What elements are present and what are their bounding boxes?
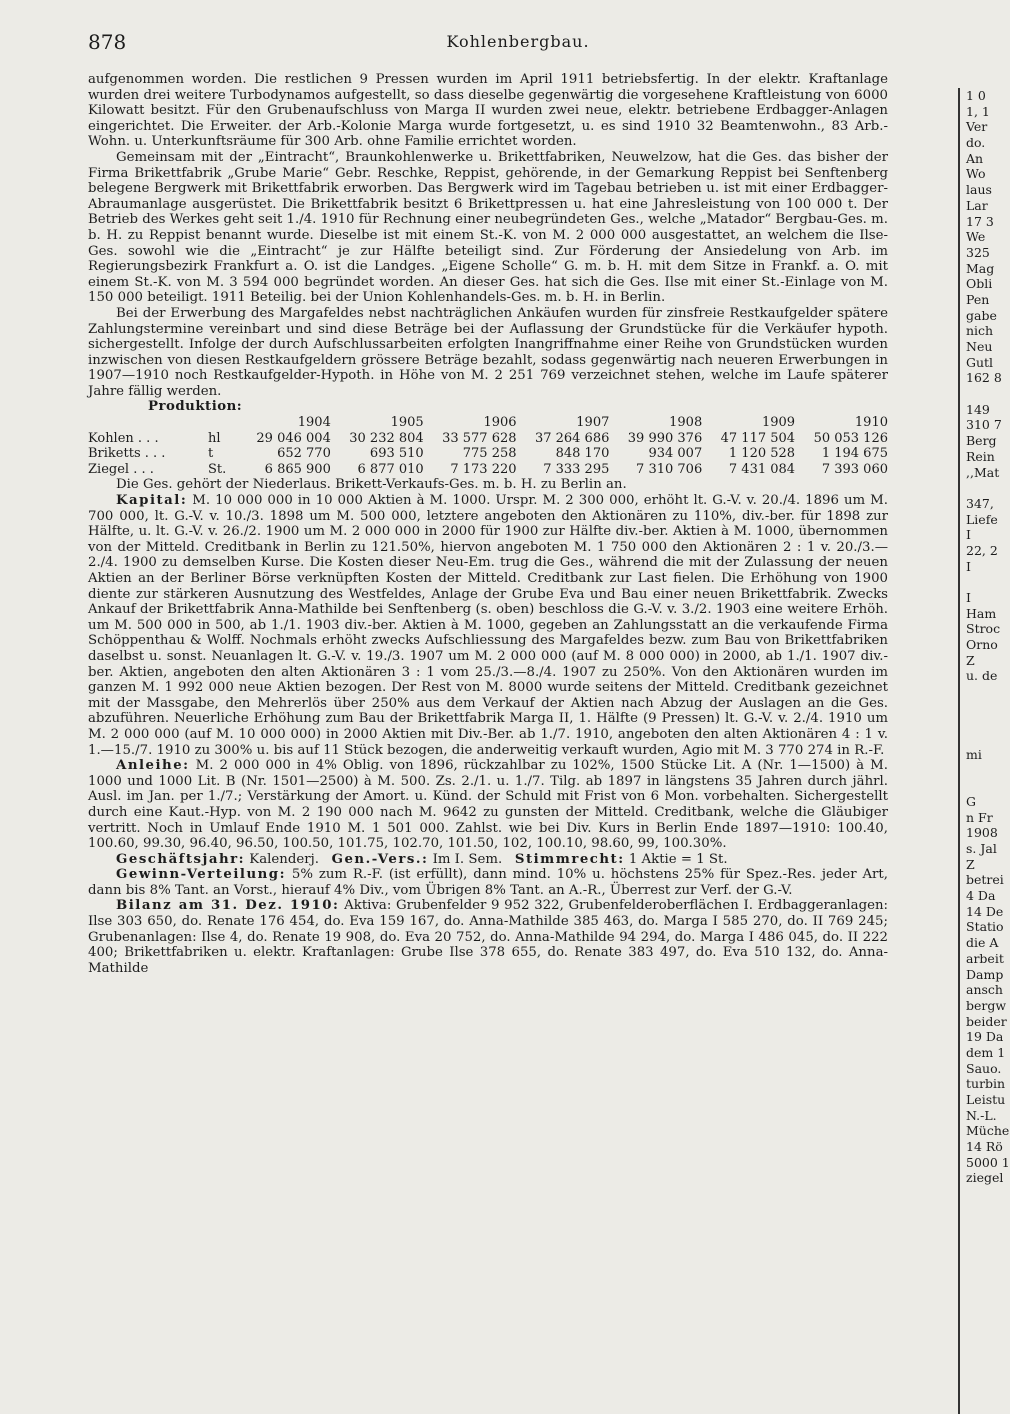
value-cell: 7 333 295 [543,461,610,477]
production-label: Produktion: [148,399,243,415]
fragment-line [960,700,1002,716]
paragraph-eintracht: Gemeinsam mit der „Eintracht“, Braunkohlenwerke u. Brikettfabriken, Neuwelzow, hat die Ges. das bisher der Firma Brikettfabrik „Grube Marie“ Gebr. Reschke, Reppist, gehörende, in der Gemarkung Reppist bei Senftenberg belegene Bergwerk mit Brikettfabrik erworben. Das Bergwerk wird im Tagebau betrieben u. ist mit einer Erdbagger-Abraumanlage ausgerüstet. Die Brikettfabrik besitzt 6 Brikettpressen u. hat eine Jahresleistung von 100 000 t. Der Betrieb des Werkes geht seit 1./4. 1910 für Rechnung einer neubegründeten Ges., welche „Matador“ Bergbau-Ges. m. b. H. zu Reppist benannt wurde. Dieselbe ist mit einem St.-K. von M. 2 000 000 ausgestattet, an welchem die Ilse-Ges. sowohl wie die „Eintracht“ je zur Hälfte beteiligt sind. Zur Förderung der Ansiedelung von Arb. im Regierungsbezirk Frankfurt a. O. ist die Landges. „Eigene Scholle“ G. m. b. H. mit dem Sitze in Frankf. a. O. mit einem St.-K. von M. 3 594 000 begründet worden. An dieser Ges. hat sich die Ges. Ilse mit einer St.-Einlage von M. 150 000 beteiligt. 1911 Beteilig. bei der Union Kohlenhandels-Ges. m. b. H. in Berlin. [88,149,888,306]
fragment-line: 19 Da [966,1029,1004,1045]
geschaeftsjahr-label: Geschäftsjahr: [116,851,246,867]
fragment-line: Obli [966,276,993,292]
fragment-line: Ham [966,605,997,621]
production-note: Die Ges. gehört der Niederlaus. Brikett-Verkaufs-Ges. m. b. H. zu Berlin an. [116,477,627,493]
value-cell: 47 117 504 [720,430,796,446]
year-cell: 1907 [576,415,610,431]
fragment-line: do. [966,135,986,151]
production-table [88,415,888,477]
value-cell: 6 877 010 [357,461,424,477]
value-cell: 934 007 [648,446,703,462]
year-cell: 1908 [669,415,703,431]
anleihe-section [88,758,888,852]
fragment-line: 310 7 [966,417,1002,433]
fragment-line: 162 8 [966,370,1002,386]
fragment-line: Pen [966,291,990,307]
fragment-line: 4 Da [966,888,996,904]
value-cell: 39 990 376 [627,430,703,446]
fragment-line: Rein [966,448,995,464]
fragment-line: bergw [966,997,1007,1013]
value-cell: 1 194 675 [821,446,888,462]
page-number: 878 [88,30,127,54]
value-cell: 693 510 [369,446,424,462]
fragment-line: nich [966,323,994,339]
fragment-line [960,574,1002,590]
gewinn-text: 5% zum R.-F. (ist erfüllt), dann mind. 10% u. höchstens 25% für Spez.-Res. jeder Art, dann bis 8% Tant. an Vorst., hierauf 4% Div., vom Übrigen 8% Tant. an A.-R., Überrest zur Verf. der G.-V. [88,867,888,898]
fragment-line [960,480,1002,496]
fragment-line: Liefe [966,511,998,527]
paragraph-intro: aufgenommen worden. Die restlichen 9 Pressen wurden im April 1911 betriebsfertig. In der elektr. Kraftanlage wurden drei weitere Turbodynamos aufgestellt, so dass dieselbe gegenwärtig die vorgesehene Kraftleistung von 6000 Kilowatt besitzt. Für den Grubenaufschluss von Marga II wurden zwei neue, elektr. betriebene Erdbagger-Anlagen eingerichtet. Die Erweiter. der Arb.-Kolonie Marga wurde fortgesetzt, u. es sind 1910 32 Beamtenwohn., 83 Arb.-Wohn. u. Unterkunftsräume für 300 Arb. ohne Familie errichtet worden. [88,72,888,150]
fragment-line: Statio [966,919,1004,935]
fragment-line: laus [966,182,992,198]
fragment-line [960,386,1002,402]
value-cell: 37 264 686 [534,430,610,446]
fragment-line: 17 3 [966,213,994,229]
fragment-line: Sauo. [966,1060,1002,1076]
fragment-line [960,684,1002,700]
fragment-line: Leistu [966,1092,1006,1107]
fragment-line: Neu [966,339,993,354]
main-column [88,72,888,976]
value-cell: 775 258 [462,446,517,462]
fragment-line [960,731,1002,747]
fragment-line: 347, [966,495,994,511]
fragment-line: An [966,150,984,166]
running-title: Kohlenbergbau. [446,32,590,51]
fragment-line: We [966,229,986,245]
anleihe-text: M. 2 000 000 in 4% Oblig. von 1896, rückzahlbar zu 102%, 1500 Stücke Lit. A (Nr. 1—1500) à M. 1000 und 1000 Lit. B (Nr. 1501—2500) à M. 500. Zs. 2./1. u. 1./7. Tilg. ab 1897 in längstens 35 Jahren durch jährl. Ausl. im Jan. per 1./7.; Verstärkung der Amort. u. Künd. der Schuld mit Frist von 6 Mon. vorbehalten. Sichergestellt durch eine Kaut.-Hyp. von M. 2 190 000 nach M. 9642 zu gunsten der Mitteld. Creditbank, welche die Gläubiger vertritt. Noch in Umlauf Ende 1910 M. 1 501 000. Zahlst. wie bei Div. Kurs in Berlin Ende 1897—1910: 100.40, 100.60, 99.30, 96.40, 96.50, 100.50, 101.75, 102.70, 101.50, 102, 100.10, 98.60, 99, 100.30%. [88,758,888,852]
stimmrecht-value: 1 Aktie = 1 St. [628,851,728,867]
fragment-line: u. de [966,668,998,684]
fragment-line: 14 Rö [966,1139,1003,1155]
fragment-line: beider [966,1013,1007,1029]
production-row-ziegel [88,462,888,478]
fragment-line: I [966,558,971,574]
fragment-line: 1, 1 [966,103,990,119]
fragment-line: gabe [966,307,997,323]
value-cell: 29 046 004 [256,430,331,446]
fragment-line: G [966,793,976,809]
fragment-line: 1908 [966,825,998,841]
value-cell: 6 865 900 [264,461,331,477]
value-cell: 7 431 084 [728,461,796,477]
fragment-line: 14 De [966,903,1004,919]
fragment-line: arbeit [966,950,1004,966]
year-cell: 1906 [483,415,517,431]
value-cell: 1 120 528 [728,446,796,462]
fragment-line: 22, 2 [966,542,998,558]
page-header [88,30,948,60]
fragment-line: 1 0 [966,88,986,103]
year-cell: 1905 [390,415,424,431]
year-cell: 1909 [761,415,796,431]
gen-vers-value: Im I. Sem. [432,851,503,867]
value-cell: 7 310 706 [636,461,703,477]
fragment-line: I [966,590,971,605]
value-cell: 33 577 628 [442,430,517,446]
geschaeftsjahr-value: Kalenderj. [249,851,319,867]
fragment-line: n Fr [966,809,993,825]
bilanz-label: Bilanz am 31. Dez. 1910: [116,898,340,914]
stimmrecht-label: Stimmrecht: [514,851,625,867]
row-label: Briketts . . . [88,446,166,462]
production-row-briketts [88,446,888,462]
gewinn-section [88,867,888,898]
fragment-line: Z [966,856,975,872]
fragment-line: Damp [966,966,1004,982]
kapital-text: M. 10 000 000 in 10 000 Aktien à M. 1000. Urspr. M. 2 300 000, erhöht lt. G.-V. v. 20./4. 1896 um M. 700 000, lt. G.-V. v. 10./3. 1898 um M. 500 000, letztere angeboten den Aktionären zu 110%, div.-ber. für 1898 zur Hälfte, u. lt. G.-V. v. 26./2. 1900 um M. 2 000 000 in 2000 für 1900 zur Hälfte div.-ber. Aktien à M. 1000, übernommen von der Mitteld. Creditbank in Berlin zu 121.50%, hiervon angeboten M. 1 750 000 den Aktionären 2 : 1 v. 20./3.—2./4. 1900 zu demselben Kurse. Die Kosten dieser Neu-Em. trug die Ges., während die mit der Zulassung der neuen Aktien an der Berliner Börse verknüpften Kosten der Mitteld. Creditbank zur Last fielen. Die Erhöhung von 1900 diente zur stärkeren Ausnutzung des Westfeldes, Anlage der Grube Eva und Bau einer neuen Brikettfabrik. Zwecks Ankauf der Brikettfabrik Anna-Mathilde bei Senftenberg (s. oben) beschloss die G.-V. v. 3./2. 1903 eine weitere Erhöh. um M. 500 000 in 500, ab 1./1. 1903 div.-ber. Aktien à M. 1000, gegeben an Zahlungsstatt an die verkaufende Firma Schöppenthau & Wolff. Nochmals erhöht zwecks Aufschliessung des Margafeldes bezw. zum Bau von Brikettfabriken daselbst u. sonst. Neuanlagen lt. G.-V. v. 19./3. 1907 um M. 2 000 000 (auf M. 8 000 000) in 2000, ab 1./1. 1907 div.-ber. Aktien, angeboten den alten Aktionären 3 : 1 vom 25./3.—8./4. 1907 zu 250%. Von den Aktionären wurden im ganzen M. 1 992 000 neue Aktien bezogen. Der Rest von M. 8000 wurde seitens der Mitteld. Creditbank gezeichnet mit der Massgabe, den Mehrerlös über 250% aus dem Verkauf der Aktien nach Abzug der Auslagen an die Ges. abzuführen. Neuerliche Erhöhung zum Bau der Brikettfabrik Marga II, 1. Hälfte (9 Pressen) lt. G.-V. v. 2./4. 1910 um M. 2 000 000 (auf M. 10 000 000) in 2000 Aktien mit Div.-Ber. ab 1./7. 1910, angeboten den alten Aktionären 4 : 1 v. 1.—15./7. 1910 zu 300% u. bis auf 11 Stück bezogen, die anderweitig verkauft wurden, Agio mit M. 3 770 274 in R.-F. [88,493,888,758]
fragment-line: Gutl [966,354,994,370]
production-heading [88,399,888,415]
fragment-line: Lar [966,197,988,213]
bilanz-text: Grubenfelder 9 952 322, Grubenfelderoberflächen I. Erdbaggeranlagen: Ilse 303 650, do. Renate 176 454, do. Eva 159 167, do. Anna-Mathilde 385 463, do. Marga I 585 270, do. II 769 245; Grubenanlagen: Ilse 4, do. Renate 19 908, do. Eva 20 752, do. Anna-Mathilde 94 294, do. Marga I 486 045, do. II 222 400; Brikettfabriken u. elektr. Kraftanlagen: Grube Ilse 378 655, do. Renate 383 497, do. Eva 510 132, do. Anna-Mathilde [88,898,888,976]
fragment-line: ,,Mat [966,464,1000,480]
fragment-line: 149 [966,401,990,417]
fragment-line: Wo [966,166,986,182]
value-cell: 652 770 [277,446,331,462]
fragment-line: s. Jal [966,841,997,856]
gen-vers-label: Gen.-Vers.: [331,851,429,867]
value-cell: 50 053 126 [813,430,888,446]
fragment-line: Müche [966,1123,1010,1139]
row-label: Ziegel . . . [88,461,154,477]
fragment-line: dem 1 [966,1044,1006,1060]
fragment-line: Ver [966,119,988,135]
fragment-line: Berg [966,433,997,449]
row-label: Kohlen . . . [88,430,159,446]
production-row-kohlen [88,431,888,447]
fragment-line: I [966,527,971,543]
year-cell: 1910 [854,415,888,431]
fragment-line: ansch [966,982,1003,998]
bilanz-section [88,898,888,976]
fragment-line: ziegel [966,1170,1004,1186]
anleihe-label: Anleihe: [116,758,190,774]
fragment-line: 5000 1 [966,1154,1010,1170]
fragment-line: turbin [966,1076,1006,1092]
fragment-line: betrei [966,872,1004,888]
kapital-label: Kapital: [116,493,188,509]
value-cell: 7 393 060 [821,461,888,477]
fragment-line: Mag [966,260,995,276]
row-unit: t [208,446,214,462]
fragment-line: 325 [966,244,990,260]
row-unit: St. [208,461,227,477]
year-cell: 1904 [297,415,331,431]
fragment-line: die A [966,935,999,951]
aktiva-label: Aktiva: [344,898,392,914]
fragment-line: Stroc [966,621,1001,637]
row-unit: hl [208,430,221,446]
fragment-line [960,716,1002,732]
production-header-row [88,415,888,431]
paragraph-margafeld: Bei der Erwerbung des Margafeldes nebst nachträglichen Ankäufen wurden für zinsfreie Restkaufgelder spätere Zahlungstermine vereinbart und sind diese Beträge bei der Auflassung der Grundstücke für die Verkäufer hypoth. sichergestellt. Infolge der durch Aufschlussarbeiten erfolgten Inangriffnahme einer Reihe von Grundstücken wurden inzwischen von diesen Restkaufgeldern grössere Beträge bezahlt, sodass gegenwärtig nach neueren Erwerbungen in 1907—1910 noch Restkaufgelder-Hypoth. in Höhe von M. 2 251 769 verzeichnet stehen, welche im Laufe späterer Jahre fällig werden. [88,305,888,399]
value-cell: 7 173 220 [450,461,517,477]
fragment-line: Z [966,652,975,668]
fragment-line: N.-L. [966,1107,997,1123]
fragment-line [960,763,1002,779]
fragment-line: Orno [966,637,998,653]
kapital-section [88,493,888,758]
fragment-line: mi [966,746,982,762]
gewinn-label: Gewinn-Verteilung: [116,867,287,883]
adjacent-page-column [958,88,1010,1414]
fragment-line [960,778,1002,794]
value-cell: 30 232 804 [349,430,424,446]
value-cell: 848 170 [555,446,610,462]
meta-line [88,852,888,868]
